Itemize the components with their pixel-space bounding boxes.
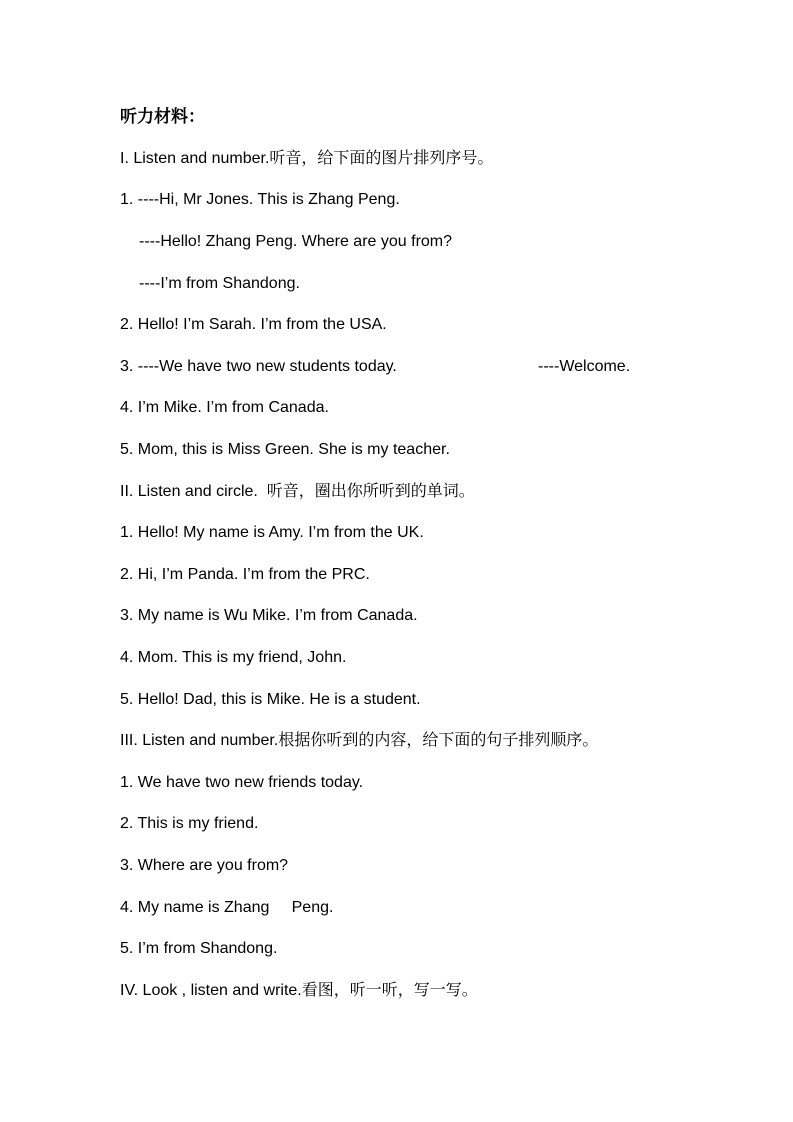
list-item: ----Hello! Zhang Peng. Where are you from? <box>139 233 453 250</box>
list-item: 1. We have two new friends today. <box>120 774 364 791</box>
list-item: 2. Hello! I’m Sarah. I’m from the USA. <box>120 316 387 333</box>
list-item: 4. Mom. This is my friend, John. <box>120 649 347 666</box>
section-heading-1: I. Listen and number.听音，给下面的图片排列序号。 <box>120 150 494 167</box>
page-title: 听力材料： <box>120 107 205 127</box>
section-heading-2: II. Listen and circle. 听音，圈出你所听到的单词。 <box>120 483 475 500</box>
list-item: 3. My name is Wu Mike. I’m from Canada. <box>120 607 418 624</box>
list-item: 1. Hello! My name is Amy. I’m from the UK. <box>120 524 424 541</box>
list-item: 2. Hi, I’m Panda. I’m from the PRC. <box>120 566 370 583</box>
section-heading-4: IV. Look , listen and write.看图，听一听，写一写。 <box>120 982 478 999</box>
list-item: 5. Mom, this is Miss Green. She is my teacher. <box>120 441 450 458</box>
list-item: ----I’m from Shandong. <box>139 275 300 292</box>
list-item: 4. My name is Zhang Peng. <box>120 899 334 916</box>
list-item: 5. I’m from Shandong. <box>120 940 278 957</box>
section-heading-3: III. Listen and number.根据你听到的内容，给下面的句子排列顺序。 <box>120 732 599 749</box>
list-item: 3. ----We have two new students today. <box>120 358 397 375</box>
list-item: 4. I’m Mike. I’m from Canada. <box>120 399 329 416</box>
list-item: 5. Hello! Dad, this is Mike. He is a student. <box>120 691 421 708</box>
list-item: 2. This is my friend. <box>120 815 259 832</box>
list-item-reply: ----Welcome. <box>538 358 631 375</box>
list-item: 1. ----Hi, Mr Jones. This is Zhang Peng. <box>120 191 400 208</box>
list-item: 3. Where are you from? <box>120 857 289 874</box>
